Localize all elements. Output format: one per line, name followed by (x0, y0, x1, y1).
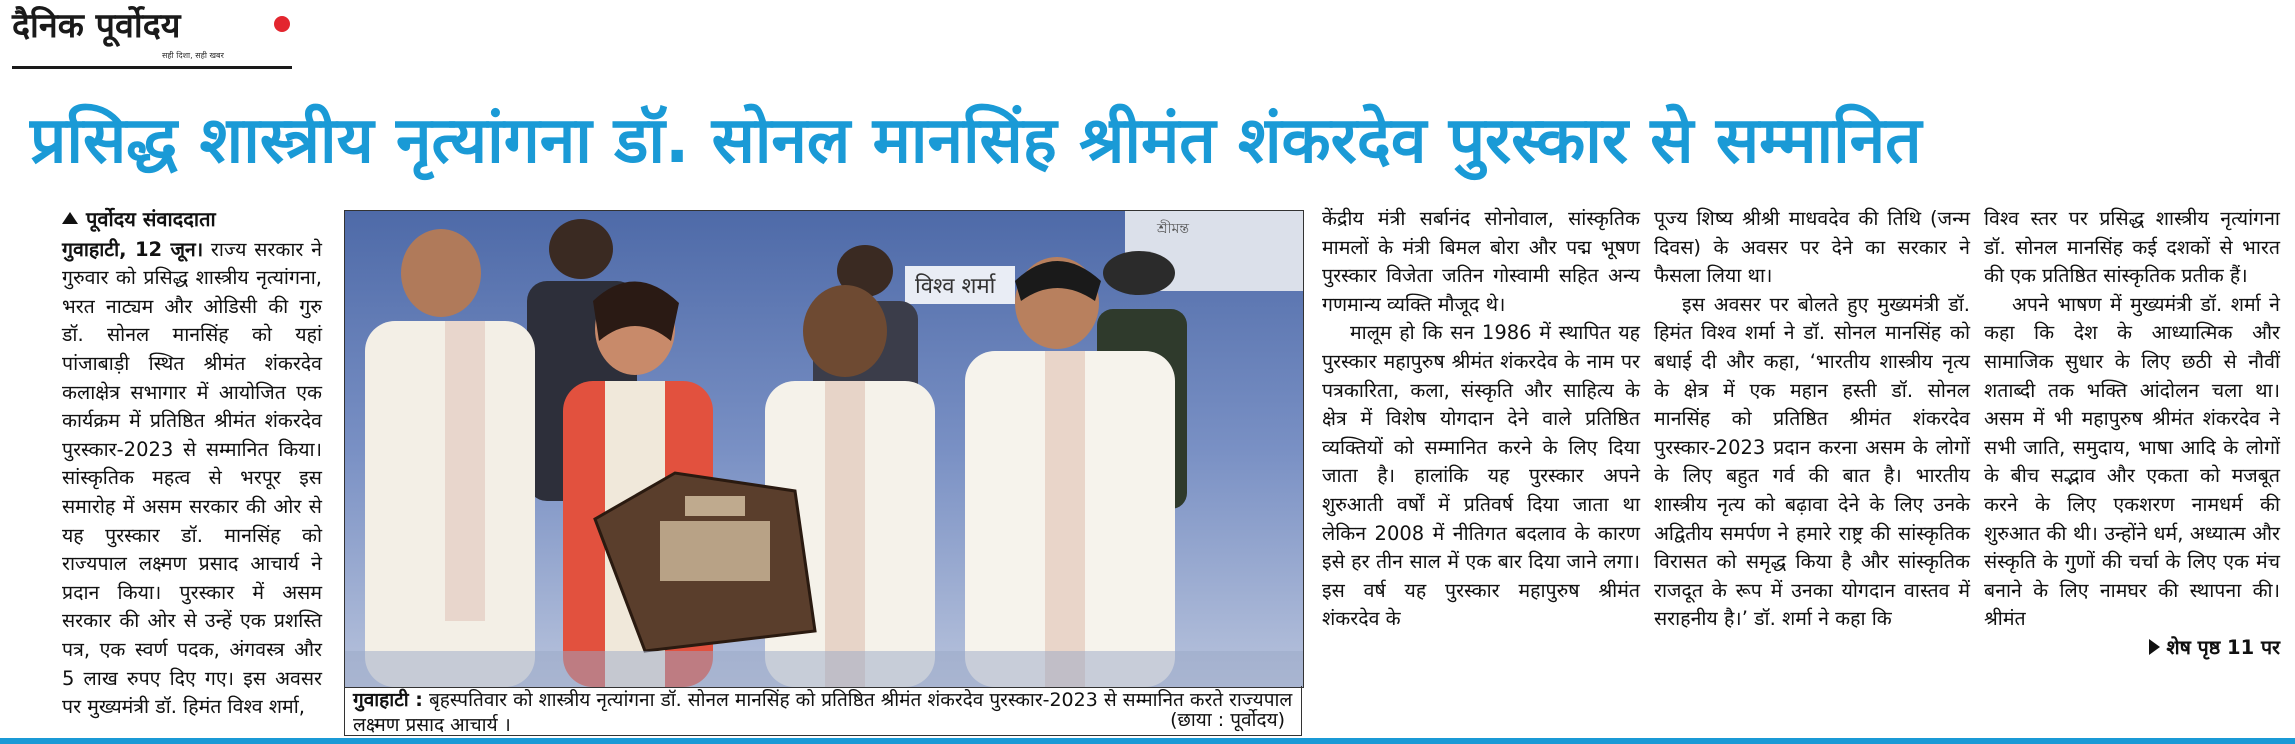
triangle-icon (62, 212, 78, 224)
masthead-rule (12, 66, 292, 69)
newspaper-tagline: सही दिशा, सही खबर (162, 51, 224, 60)
continued-link[interactable] (1984, 634, 2280, 663)
banner-text: विश्व शर्मा (915, 274, 996, 299)
article-paragraph: इस अवसर पर बोलते हुए मुख्यमंत्री डॉ. हिमंत विश्व शर्मा ने डॉ. सोनल मानसिंह को बधाई दी और कहा, ‘भारतीय शास्त्रीय नृत्य के क्षेत्र में एक महान हस्ती डॉ. सोनल मानसिंह को प्रतिष्ठित श्रीमंत शंकरदेव पुरस्कार-2023 प्रदान करना असम के लोगों के लिए बहुत गर्व की बात है। भारतीय शास्त्रीय नृत्य को बढ़ावा देने के लिए उनके अद्वितीय समर्पण ने हमारे राष्ट्र की सांस्कृतिक विरासत को समृद्ध किया है और सांस्कृतिक राजदूत के रूप में उनका योगदान वास्तव में सराहनीय है।’ डॉ. शर्मा ने कहा कि (1654, 292, 1970, 631)
article-column-1 (62, 205, 322, 722)
article-headline: प्रसिद्ध शास्त्रीय नृत्यांगना डॉ. सोनल मानसिंह श्रीमंत शंकरदेव पुरस्कार से सम्मानित (30, 104, 1922, 178)
article-photo (344, 210, 1304, 688)
continued-text: शेष पृष्ठ 11 पर (2166, 635, 2280, 659)
byline-text: पूर्वोदय संवाददाता (86, 207, 216, 231)
award-ceremony-photo (345, 211, 1303, 687)
logo-dot-icon (274, 16, 290, 32)
article-column-5 (1984, 205, 2280, 663)
bottom-rule (0, 738, 2295, 744)
article-paragraph (62, 236, 322, 722)
arrow-right-icon (2149, 639, 2160, 655)
newspaper-name: दैनिक पूर्वोदय (12, 6, 181, 46)
photo-caption (344, 686, 1302, 736)
photo-credit: (छाया : पूर्वोदय) (1170, 709, 1285, 731)
paragraph-text: राज्य सरकार ने गुरुवार को प्रसिद्ध शास्त्रीय नृत्यांगना, भरत नाट्यम और ओडिसी की गुरु डॉ. सोनल मानसिंह को यहां पांजाबाड़ी स्थित श्रीमंत शंकरदेव कलाक्षेत्र सभागार में आयोजित एक कार्यक्रम में प्रतिष्ठित श्रीमंत शंकरदेव पुरस्कार-2023 से सम्मानित किया। सांस्कृतिक महत्व से भरपूर इस समारोह में असम सरकार की ओर से यह पुरस्कार डॉ. मानसिंह को राज्यपाल लक्ष्मण प्रसाद आचार्य ने प्रदान किया। पुरस्कार में असम सरकार की ओर से उन्हें एक प्रशस्ति पत्र, एक स्वर्ण पदक, अंगवस्त्र और 5 लाख रुपए दिए गए। इस अवसर पर मुख्यमंत्री डॉ. हिमंत विश्व शर्मा, (62, 237, 322, 719)
article-paragraph: विश्व स्तर पर प्रसिद्ध शास्त्रीय नृत्यांगना डॉ. सोनल मानसिंह कई दशकों से भारत की एक प्रतिष्ठित सांस्कृतिक प्रतीक हैं। (1984, 207, 2280, 288)
article-column-4 (1654, 205, 1970, 634)
article-paragraph: पूज्य शिष्य श्रीश्री माधवदेव की तिथि (जन्म दिवस) के अवसर पर देने का सरकार ने फैसला लिया था। (1654, 207, 1970, 288)
caption-text: बृहस्पतिवार को शास्त्रीय नृत्यांगना डॉ. सोनल मानसिंह को प्रतिष्ठित श्रीमंत शंकरदेव पुरस्कार-2023 से सम्मानित करते राज्यपाल लक्ष्मण प्रसाद आचार्य । (353, 689, 1293, 736)
caption-place: गुवाहाटी : (353, 689, 423, 711)
dateline: गुवाहाटी, 12 जून। (62, 237, 204, 261)
byline (62, 205, 322, 234)
stage-text: শ্ৰীমন্ত (1157, 221, 1189, 237)
article-paragraph: केंद्रीय मंत्री सर्बानंद सोनोवाल, सांस्कृतिक मामलों के मंत्री बिमल बोरा और पद्म भूषण पुरस्कार विजेता जतिन गोस्वामी सहित अन्य गणमान्य व्यक्ति मौजूद थे। (1322, 207, 1640, 316)
article-paragraph: अपने भाषण में मुख्यमंत्री डॉ. शर्मा ने कहा कि देश के आध्यात्मिक और सामाजिक सुधार के लिए छठी से नौवीं शताब्दी तक भक्ति आंदोलन चला था। असम में भी महापुरुष श्रीमंत शंकरदेव ने सभी जाति, समुदाय, भाषा आदि के लोगों के बीच सद्भाव और एकता को मजबूत करने के लिए एकशरण नामधर्म की शुरुआत की थी। उन्होंने धर्म, अध्यात्म और संस्कृति के गुणों की चर्चा के लिए एक मंच बनाने के लिए नामघर की स्थापना की। श्रीमंत (1984, 292, 2280, 631)
article-paragraph: मालूम हो कि सन 1986 में स्थापित यह पुरस्कार महापुरुष श्रीमंत शंकरदेव के नाम पर पत्रकारिता, कला, संस्कृति और साहित्य के क्षेत्र में विशेष योगदान देने वाले प्रतिष्ठित व्यक्तियों को सम्मानित करने के लिए दिया जाता है। हालांकि यह पुरस्कार अपने शुरुआती वर्षों में प्रतिवर्ष दिया जाता था लेकिन 2008 में नीतिगत बदलाव के कारण इसे हर तीन साल में एक बार दिया जाने लगा। इस वर्ष यह पुरस्कार महापुरुष श्रीमंत शंकरदेव के (1322, 321, 1640, 631)
masthead-logo (12, 6, 292, 66)
article-column-3 (1322, 205, 1640, 634)
